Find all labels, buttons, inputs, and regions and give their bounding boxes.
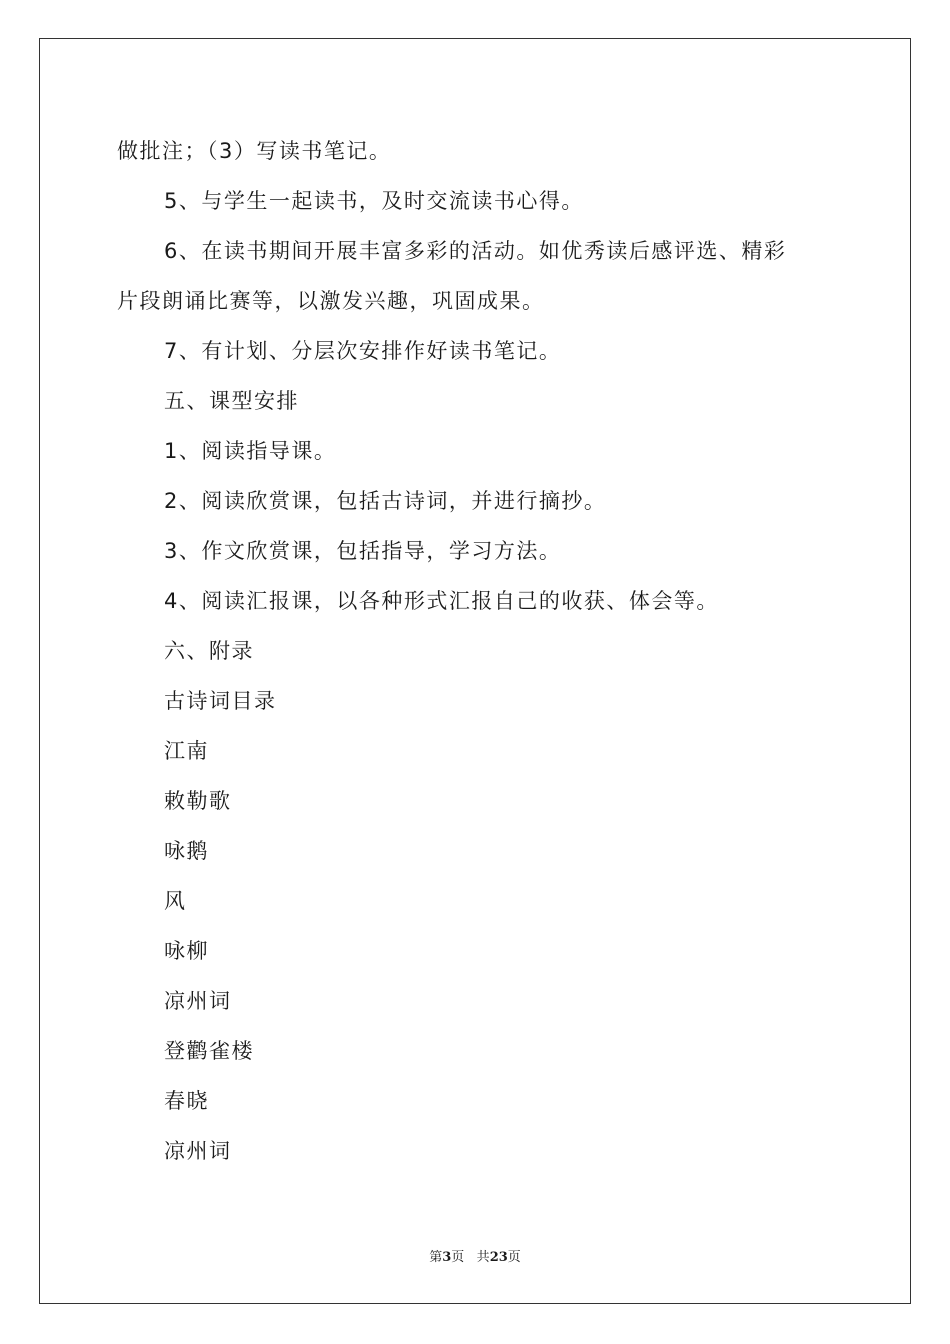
list-item: 凉州词 bbox=[164, 989, 232, 1013]
list-item: 风 bbox=[164, 889, 187, 913]
list-item: 江南 bbox=[164, 739, 209, 763]
page-number: 3 bbox=[442, 1250, 452, 1265]
list-item: 春晓 bbox=[164, 1089, 209, 1113]
total-pages: 23 bbox=[489, 1250, 508, 1265]
total-suffix: 页 bbox=[507, 1250, 521, 1265]
text-line: 6、在读书期间开展丰富多彩的活动。如优秀读后感评选、精彩 bbox=[164, 239, 787, 263]
text-line: 3、作文欣赏课，包括指导，学习方法。 bbox=[164, 539, 562, 563]
list-item: 凉州词 bbox=[164, 1139, 232, 1163]
page-suffix: 页 bbox=[451, 1250, 465, 1265]
text-line: 5、与学生一起读书，及时交流读书心得。 bbox=[164, 189, 584, 213]
section-heading: 五、课型安排 bbox=[164, 389, 299, 413]
list-item: 咏鹅 bbox=[164, 839, 209, 863]
text-line: 7、有计划、分层次安排作好读书笔记。 bbox=[164, 339, 562, 363]
list-item: 咏柳 bbox=[164, 939, 209, 963]
list-item: 敕勒歌 bbox=[164, 789, 232, 813]
page-prefix: 第 bbox=[429, 1250, 443, 1265]
section-heading: 六、附录 bbox=[164, 639, 254, 663]
total-prefix: 共 bbox=[476, 1250, 490, 1265]
page-footer bbox=[0, 1246, 950, 1265]
text-line: 4、阅读汇报课，以各种形式汇报自己的收获、体会等。 bbox=[164, 589, 719, 613]
text-line: 片段朗诵比赛等，以激发兴趣，巩固成果。 bbox=[117, 289, 545, 313]
document-body bbox=[117, 126, 837, 1176]
text-line: 2、阅读欣赏课，包括古诗词，并进行摘抄。 bbox=[164, 489, 607, 513]
text-line: 1、阅读指导课。 bbox=[164, 439, 337, 463]
list-title: 古诗词目录 bbox=[164, 689, 277, 713]
list-item: 登鹳雀楼 bbox=[164, 1039, 254, 1063]
text-line: 做批注；（3）写读书笔记。 bbox=[117, 139, 392, 163]
